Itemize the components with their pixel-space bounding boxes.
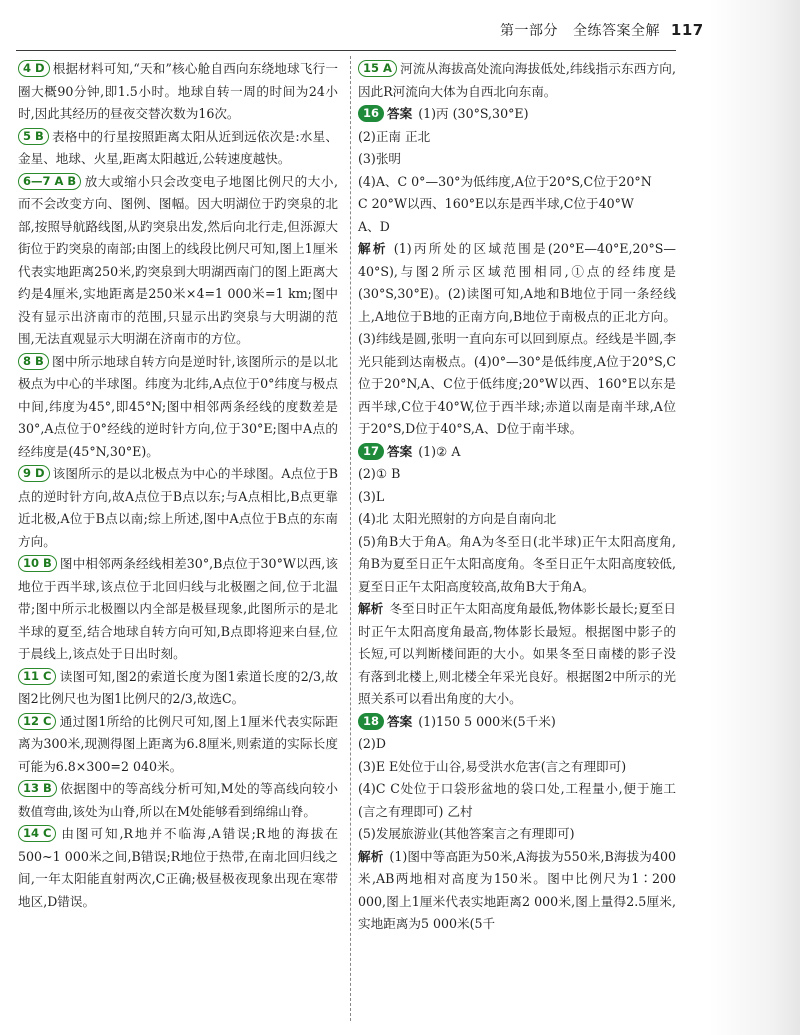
answer-entry [18, 126, 338, 171]
answer-entry [358, 103, 676, 126]
question-number-badge: 9 D [18, 465, 50, 482]
entry-text: 该图所示的是以北极点为中心的半球图。A点位于B点的逆时针方向,故A点位于B点以东;与A点相比,B点更靠近北极,A位于B点以南;综上所述,图中A点位于B点的东南方向。 [18, 466, 338, 549]
question-number-badge: 6—7 A B [18, 173, 81, 190]
answer-entry [358, 193, 676, 216]
entry-text: (1)丙所处的区域范围是(20°E—40°E,20°S—40°S),与图2所示区域范围相同,①点的经纬度是(30°S,30°E)。(2)读图可知,A地和B地位于同一条经线上,A地位于B地的正南方向,B地位于南极点的正北方向。(3)纬线是圆,张明一直向东可以回到原点。经线是半圆,李光只能到达南极点。(4)0°—30°是低纬度,A位于20°S,C位于20°N,A、C位于低纬度;20°W以西、160°E以东是西半球,C位于40°W,位于西半球;赤道以南是南半球,A位于20°S,D位于40°S,A、D位于南半球。 [358, 241, 676, 436]
entry-text: C 20°W以西、160°E以东是西半球,C位于40°W [358, 196, 634, 211]
entry-text: (4)A、C 0°—30°为低纬度,A位于20°S,C位于20°N [358, 173, 652, 189]
entry-text: (2)D [358, 736, 386, 751]
entry-text: (3)E E处位于山谷,易受洪水危害(言之有理即可) [358, 758, 627, 774]
entry-text: (1)图中等高距为50米,A海拔为550米,B海拔为400米,AB两地相对高度为150米。图中比例尺为1∶200 000,图上1厘米代表实地距离2 000米,图上量得2.5厘米,实地距离为5 000米(5千 [358, 848, 677, 931]
entry-text: (3)L [358, 488, 385, 504]
entry-text: 根据材料可知,“天和”核心舱自西向东绕地球飞行一圈大概90分钟,即1.5小时。地球自转一周的时间为24小时,因此其经历的昼夜交替次数为16次。 [18, 61, 338, 121]
answer-entry [358, 486, 676, 509]
question-number-badge: 12 C [18, 713, 56, 730]
answer-entry [358, 238, 676, 441]
answer-entry [358, 733, 676, 756]
entry-text: 放大或缩小只会改变电子地图比例尺的大小,而不会改变方向、图例、图幅。因大明湖位于趵突泉的北部,按照导航路线图,从趵突泉出发,然后向北行走,但泺源大街位于趵突泉的南部;由图上的线段比例尺可知,图上1厘米代表实地距离250米,趵突泉到大明湖西南门的图上距离大约是4厘米,实地距离是250米×4=1 000米=1 km;图中没有显示出济南市的范围,只显示出趵突泉与大明湖的范围,无法直观显示大明湖在济南市的方位。 [18, 173, 338, 346]
entry-text: 读图可知,图2的索道长度为图1索道长度的2/3,故图2比例尺也为图1比例尺的2/3,故选C。 [18, 668, 338, 706]
entry-text: 由图可知,R地并不临海,A错误;R地的海拔在500~1 000米之间,B错误;R地位于热带,在南北回归线之间,一年太阳能直射两次,C正确;极昼极夜现象出现在寒带地区,D错误。 [18, 826, 338, 909]
answer-label: 答案 [387, 713, 413, 729]
entry-text: A、D [358, 218, 390, 234]
right-column [358, 58, 676, 936]
answer-label: 答案 [387, 443, 413, 459]
answer-entry [358, 531, 676, 599]
entry-text: (1)150 5 000米(5千米) [418, 713, 556, 729]
entry-text: 图中所示地球自转方向是逆时针,该图所示的是以北极点为中心的半球图。纬度为北纬,A点位于0°纬度与极点中间,纬度为45°,即45°N;图中相邻两条经线的度数差是30°,A点位于0°经线的逆时针方向,位于30°E;图中A点的经纬度是(45°N,30°E)。 [18, 353, 338, 459]
entry-text: (1)② A [418, 443, 461, 459]
entry-text: 河流从海拔高处流向海拔低处,纬线指示东西方向,因此R河流向大体为自西北向东南。 [358, 61, 676, 99]
question-number-badge: 5 B [18, 128, 49, 145]
answer-entry [18, 823, 338, 913]
entry-text: (1)丙 (30°S,30°E) [418, 106, 529, 121]
question-number-badge: 4 D [18, 60, 50, 77]
question-number-badge: 15 A [358, 60, 397, 77]
question-number-badge: 10 B [18, 555, 57, 572]
entry-text: 表格中的行星按照距离太阳从近到远依次是:水星、金星、地球、火星,距离太阳越近,公转速度越快。 [18, 128, 338, 166]
entry-text: (4)北 太阳光照射的方向是自南向北 [358, 511, 557, 526]
answer-entry [358, 463, 676, 486]
question-number-badge: 8 B [18, 353, 49, 370]
answer-entry [358, 58, 676, 103]
answer-entry [358, 126, 676, 149]
question-number-badge: 14 C [18, 825, 56, 842]
answer-entry [358, 598, 676, 711]
entry-text: (2)正南 正北 [358, 128, 431, 144]
analysis-label: 解析 [358, 241, 388, 256]
entry-text: 图中相邻两条经线相差30°,B点位于30°W以西,该地位于西半球,该点位于北回归线与北极圈之间,位于北温带;图中所示北极圈以内全部是极昼现象,此图所示的是北半球的夏至,结合地球自转方向可知,B点即将迎来白昼,位于晨线上,该点处于日出时刻。 [18, 556, 338, 661]
answer-entry [18, 171, 338, 351]
question-number-badge: 16 [358, 105, 384, 122]
question-number-badge: 18 [358, 713, 384, 730]
analysis-label: 解析 [358, 601, 384, 616]
answer-entry [358, 441, 676, 464]
answer-entry [18, 711, 338, 779]
header-rule [16, 50, 676, 51]
answer-entry [18, 553, 338, 666]
question-number-badge: 17 [358, 443, 384, 460]
left-column [18, 58, 338, 913]
entry-text: 依据图中的等高线分析可知,M处的等高线向较小数值弯曲,该处为山脊,所以在M处能够看到绵绵山脊。 [18, 781, 338, 819]
answer-entry [358, 216, 676, 239]
answer-entry [18, 778, 338, 823]
question-number-badge: 13 B [18, 780, 57, 797]
answer-entry [18, 666, 338, 711]
answer-entry [18, 463, 338, 553]
answer-entry [358, 756, 676, 779]
column-divider [350, 56, 351, 1021]
answer-entry [358, 148, 676, 171]
page-number: 117 [670, 21, 704, 39]
answer-entry [358, 171, 676, 194]
answer-entry [358, 778, 676, 823]
answer-entry [358, 711, 676, 734]
answer-entry [18, 351, 338, 464]
entry-text: (5)发展旅游业(其他答案言之有理即可) [358, 826, 575, 841]
entry-text: (4)C C处位于口袋形盆地的袋口处,工程量小,便于施工(言之有理即可) 乙村 [358, 781, 676, 819]
answer-entry [358, 823, 676, 846]
entry-text: (2)① B [358, 466, 401, 481]
answer-label: 答案 [387, 106, 413, 121]
page-edge-shadow [708, 0, 800, 1035]
entry-text: (3)张明 [358, 151, 402, 166]
entry-text: 冬至日时正午太阳高度角最低,物体影长最长;夏至日时正午太阳高度角最高,物体影长最短。根据图中影子的长短,可以判断楼间距的大小。如果冬至日南楼的影子没有落到北楼上,则北楼全年采光良好。根据图2中所示的光照关系可以看出角度的大小。 [358, 601, 677, 706]
entry-text: 通过图1所给的比例尺可知,图上1厘米代表实际距离为300米,现测得图上距离为6.8厘米,则索道的实际长度可能为6.8×300=2 040米。 [18, 713, 338, 774]
entry-text: (5)角B大于角A。角A为冬至日(北半球)正午太阳高度角,角B为夏至日正午太阳高度角。冬至日正午太阳高度较低,夏至日正午太阳高度较高,故角B大于角A。 [358, 533, 676, 594]
answer-entry [18, 58, 338, 126]
answer-entry [358, 846, 676, 936]
answer-entry [358, 508, 676, 531]
analysis-label: 解析 [358, 848, 384, 864]
header-part: 第一部分 [500, 23, 558, 39]
question-number-badge: 11 C [18, 668, 56, 685]
page-header [500, 20, 704, 40]
header-title: 全练答案全解 [572, 23, 660, 39]
